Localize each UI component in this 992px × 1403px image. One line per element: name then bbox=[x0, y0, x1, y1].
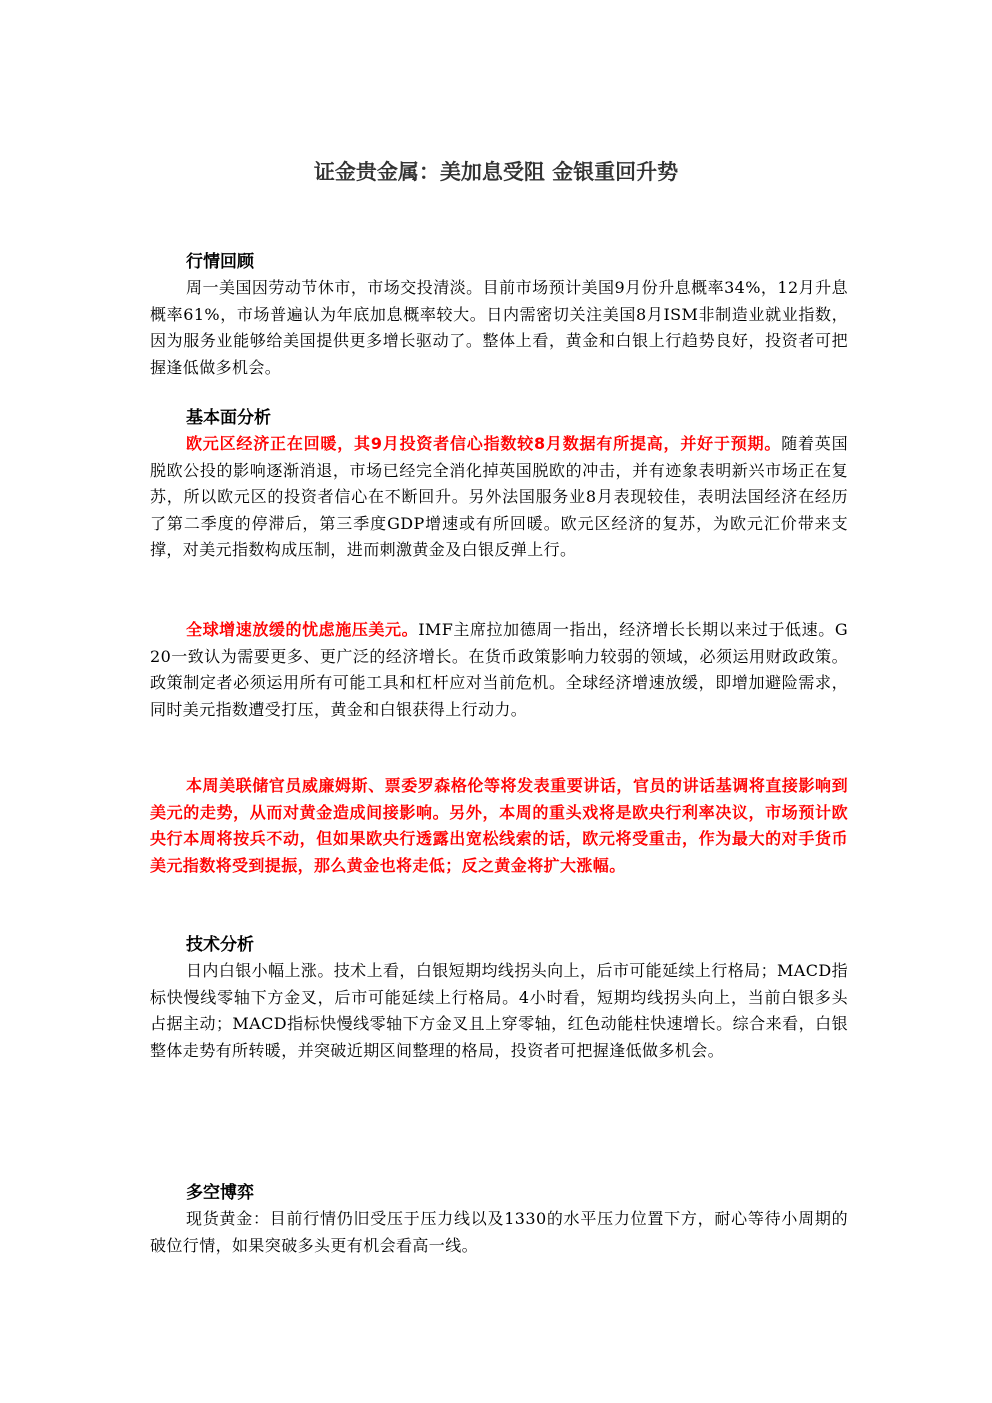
section-heading-technical: 技术分析 bbox=[186, 935, 254, 955]
fundamental-paragraph-2-body: IMF主席拉加德周一指出，经济增长长期以来过于低速。G20一致认为需要更多、更广泛的经济增长。在货币政策影响力较弱的领域，必须运用财政政策。政策制定者必须运用所有可能工具和杠杆应对当前危机。全球经济增速放缓，即增加避险需求，同时美元指数遭受打压，黄金和白银获得上行动力。 bbox=[150, 620, 848, 719]
section-heading-market-review: 行情回顾 bbox=[186, 252, 254, 272]
section-fundamental-3 bbox=[150, 773, 848, 879]
fundamental-paragraph-3: 本周美联储官员威廉姆斯、票委罗森格伦等将发表重要讲话，官员的讲话基调将直接影响到美元的走势，从而对黄金造成间接影响。另外，本周的重头戏将是欧央行利率决议，市场预计欧央行本周将按兵不动，但如果欧央行透露出宽松线索的话，欧元将受重击，作为最大的对手货币美元指数将受到提振，那么黄金也将走低；反之黄金将扩大涨幅。 bbox=[150, 776, 848, 875]
section-market-review bbox=[150, 249, 848, 381]
document-title: 证金贵金属：美加息受阻 金银重回升势 bbox=[313, 160, 679, 184]
section-fundamental-2 bbox=[150, 617, 848, 723]
technical-paragraph: 日内白银小幅上涨。技术上看，白银短期均线拐头向上，后市可能延续上行格局；MACD指标快慢线零轴下方金叉，后市可能延续上行格局。4小时看，短期均线拐头向上，当前白银多头占据主动；MACD指标快慢线零轴下方金叉且上穿零轴，红色动能柱快速增长。综合来看，白银整体走势有所转暖，并突破近期区间整理的格局，投资者可把握逢低做多机会。 bbox=[150, 961, 848, 1060]
fundamental-paragraph-1-body: 随着英国脱欧公投的影响逐渐消退，市场已经完全消化掉英国脱欧的冲击，并有迹象表明新兴市场正在复苏，所以欧元区的投资者信心在不断回升。另外法国服务业8月表现较佳，表明法国经济在经历了第二季度的停滞后，第三季度GDP增速或有所回暖。欧元区经济的复苏，为欧元汇价带来支撑，对美元指数构成压制，进而刺激黄金及白银反弹上行。 bbox=[150, 434, 848, 560]
section-heading-long-short: 多空博弈 bbox=[186, 1183, 254, 1203]
long-short-paragraph: 现货黄金：目前行情仍旧受压于压力线以及1330的水平压力位置下方，耐心等待小周期的破位行情，如果突破多头更有机会看高一线。 bbox=[150, 1209, 848, 1255]
section-fundamental bbox=[150, 405, 848, 564]
section-heading-fundamental: 基本面分析 bbox=[186, 408, 271, 428]
fundamental-paragraph-1-lead: 欧元区经济正在回暖，其9月投资者信心指数较8月数据有所提高，并好于预期。 bbox=[186, 434, 782, 453]
section-technical bbox=[150, 932, 848, 1064]
section-long-short bbox=[150, 1180, 848, 1259]
market-review-paragraph: 周一美国因劳动节休市，市场交投清淡。目前市场预计美国9月份升息概率34%，12月升息概率61%，市场普遍认为年底加息概率较大。日内需密切关注美国8月ISM非制造业就业指数，因为服务业能够给美国提供更多增长驱动了。整体上看，黄金和白银上行趋势良好，投资者可把握逢低做多机会。 bbox=[150, 278, 848, 377]
fundamental-paragraph-2 bbox=[150, 617, 848, 723]
fundamental-paragraph-2-lead: 全球增速放缓的忧虑施压美元。 bbox=[186, 620, 419, 639]
fundamental-paragraph-1 bbox=[150, 431, 848, 564]
